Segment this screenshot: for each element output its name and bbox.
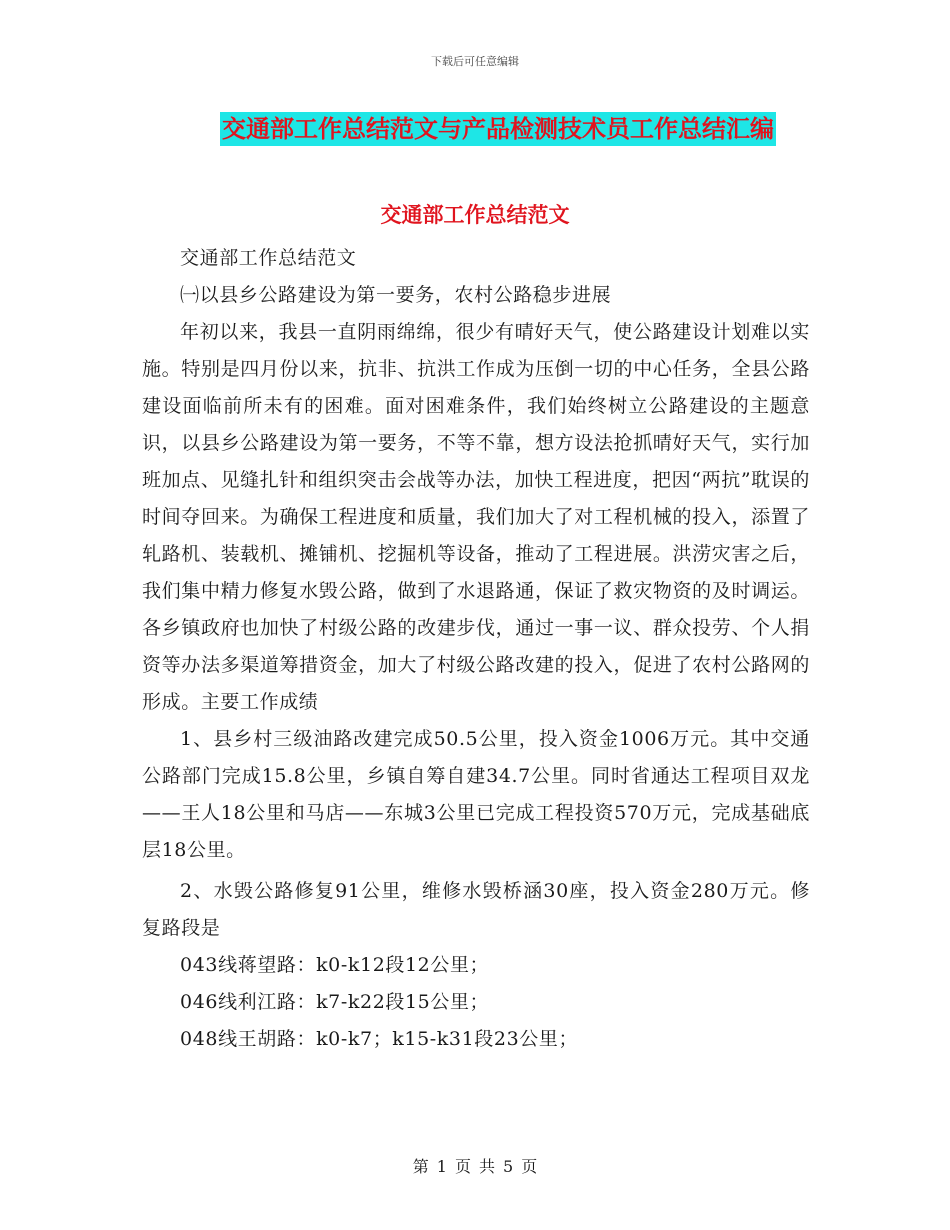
document-title-container: [0, 112, 950, 146]
paragraph: 048线王胡路：k0-k7；k15-k31段23公里；: [180, 1028, 579, 1050]
footer-suffix: 页: [521, 1157, 538, 1176]
paragraph: 2、水毁公路修复91公里，维修水毁桥涵30座，投入资金280万元。修复路段是: [142, 880, 810, 939]
footer-page-word: 页: [454, 1157, 471, 1176]
paragraph: 交通部工作总结范文: [180, 247, 357, 269]
page-footer: [0, 1154, 950, 1177]
total-page-count: 5: [503, 1157, 514, 1176]
footer-total-word: 共: [479, 1157, 496, 1176]
header-note: 下载后可任意编辑: [431, 55, 519, 68]
paragraph: 1、县乡村三级油路改建完成50.5公里，投入资金1006万元。其中交通公路部门完成15.8公里，乡镇自筹自建34.7公里。同时省通达工程项目双龙——王人18公里和马店——东城3公里已完成工程投资570万元，完成基础底层18公里。: [142, 728, 810, 861]
footer-prefix: 第: [412, 1157, 429, 1176]
paragraph: 046线利江路：k7-k22段15公里；: [180, 991, 490, 1013]
paragraph: 年初以来，我县一直阴雨绵绵，很少有晴好天气，使公路建设计划难以实施。特别是四月份以来，抗非、抗洪工作成为压倒一切的中心任务，全县公路建设面临前所未有的困难。面对困难条件，我们始终树立公路建设的主题意识，以县乡公路建设为第一要务，不等不靠，想方设法抢抓晴好天气，实行加班加点、见缝扎针和组织突击会战等办法，加快工程进度，把因“两抗”耽误的时间夺回来。为确保工程进度和质量，我们加大了对工程机械的投入，添置了轧路机、装载机、摊铺机、挖掘机等设备，推动了工程进展。洪涝灾害之后，我们集中精力修复水毁公路，做到了水退路通，保证了救灾物资的及时调运。各乡镇政府也加快了村级公路的改建步伐，通过一事一议、群众投劳、个人捐资等办法多渠道筹措资金，加大了村级公路改建的投入，促进了农村公路网的形成。主要工作成绩: [142, 321, 810, 713]
paragraph: 043线蒋望路：k0-k12段12公里；: [180, 954, 490, 976]
document-title: 交通部工作总结范文与产品检测技术员工作总结汇编: [220, 112, 776, 146]
paragraph: ㈠以县乡公路建设为第一要务，农村公路稳步进展: [180, 284, 612, 306]
document-body: [142, 240, 810, 1058]
section-title: 交通部工作总结范文: [380, 203, 570, 227]
current-page-number: 1: [436, 1157, 447, 1176]
